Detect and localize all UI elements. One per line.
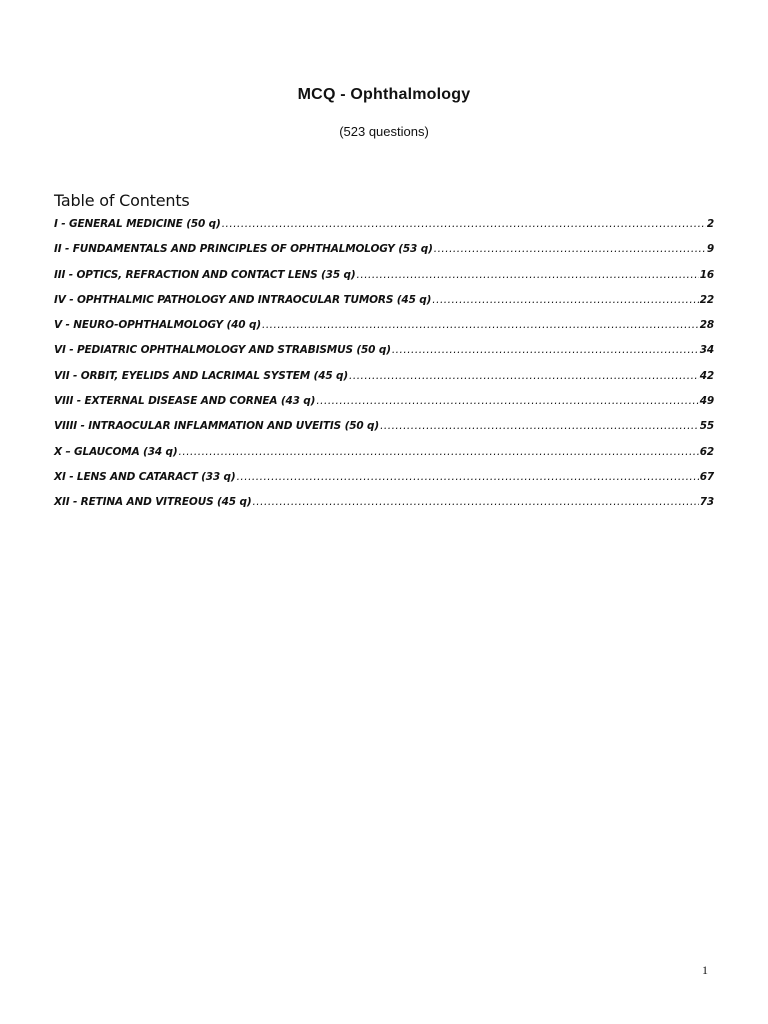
toc-entry-page: 55 xyxy=(699,420,714,433)
toc-entry-label: XI - LENS AND CATARACT (33 q) xyxy=(54,470,236,483)
toc-entry-label: VI - PEDIATRIC OPHTHALMOLOGY AND STRABISMUS (50 q) xyxy=(54,344,391,357)
toc-dot-leader xyxy=(434,243,706,255)
toc-entry-page: 16 xyxy=(699,268,714,281)
toc-entry-label: I - GENERAL MEDICINE (50 q) xyxy=(54,218,221,230)
toc-entry-label: III - OPTICS, REFRACTION AND CONTACT LENS (35 q) xyxy=(54,268,356,281)
toc-entry-uveitis[interactable] xyxy=(54,420,714,445)
table-of-contents xyxy=(54,218,714,522)
toc-heading: Table of Contents xyxy=(54,191,190,210)
toc-entry-orbit[interactable] xyxy=(54,370,714,395)
toc-dot-leader xyxy=(392,344,699,356)
toc-entry-lens-cataract[interactable] xyxy=(54,471,714,496)
toc-entry-label: IV - OPHTHALMIC PATHOLOGY AND INTRAOCULAR TUMORS (45 q) xyxy=(54,293,432,306)
toc-entry-label: VIII - EXTERNAL DISEASE AND CORNEA (43 q) xyxy=(54,395,316,408)
toc-entry-page: 28 xyxy=(699,319,714,332)
toc-dot-leader xyxy=(237,471,699,483)
toc-entry-page: 9 xyxy=(706,243,714,256)
toc-entry-neuro[interactable] xyxy=(54,319,714,344)
toc-entry-fundamentals[interactable] xyxy=(54,243,714,268)
toc-entry-page: 67 xyxy=(699,470,714,483)
toc-entry-page: 2 xyxy=(706,218,714,230)
toc-entry-label: VIIII - INTRAOCULAR INFLAMMATION AND UVEITIS (50 q) xyxy=(54,420,380,433)
toc-entry-general-medicine[interactable] xyxy=(54,218,714,243)
toc-entry-pathology[interactable] xyxy=(54,294,714,319)
toc-dot-leader xyxy=(349,370,699,382)
toc-entry-page: 22 xyxy=(699,293,714,306)
toc-dot-leader xyxy=(262,319,699,331)
toc-entry-label: XII - RETINA AND VITREOUS (45 q) xyxy=(54,496,252,509)
toc-dot-leader xyxy=(316,395,698,407)
toc-entry-label: X – GLAUCOMA (34 q) xyxy=(54,445,178,458)
toc-dot-leader xyxy=(179,446,699,458)
toc-dot-leader xyxy=(222,218,706,230)
toc-entry-label: VII - ORBIT, EYELIDS AND LACRIMAL SYSTEM (45 q) xyxy=(54,369,349,382)
toc-entry-page: 42 xyxy=(699,369,714,382)
toc-dot-leader xyxy=(357,269,699,281)
toc-entry-page: 73 xyxy=(699,496,714,509)
toc-dot-leader xyxy=(380,420,699,432)
footer-page-number: 1 xyxy=(702,963,708,977)
document-title: MCQ - Ophthalmology xyxy=(297,86,471,103)
toc-entry-optics[interactable] xyxy=(54,269,714,294)
toc-entry-label: II - FUNDAMENTALS AND PRINCIPLES OF OPHTHALMOLOGY (53 q) xyxy=(54,243,433,256)
toc-entry-retina[interactable] xyxy=(54,496,714,521)
document-subtitle: (523 questions) xyxy=(339,124,429,139)
toc-entry-page: 34 xyxy=(699,344,714,357)
toc-dot-leader xyxy=(432,294,698,306)
toc-entry-external-disease[interactable] xyxy=(54,395,714,420)
toc-dot-leader xyxy=(252,496,698,508)
toc-entry-label: V - NEURO-OPHTHALMOLOGY (40 q) xyxy=(54,319,261,332)
toc-entry-page: 62 xyxy=(699,445,714,458)
toc-entry-glaucoma[interactable] xyxy=(54,446,714,471)
toc-entry-page: 49 xyxy=(699,395,714,408)
toc-entry-pediatric[interactable] xyxy=(54,344,714,369)
